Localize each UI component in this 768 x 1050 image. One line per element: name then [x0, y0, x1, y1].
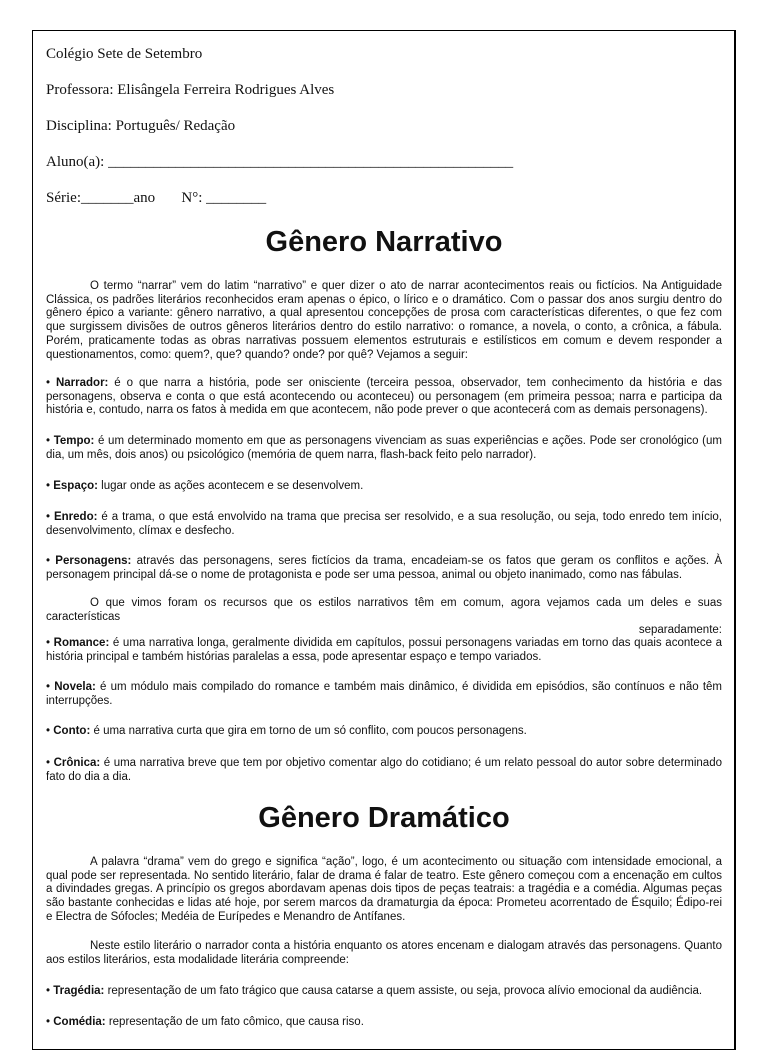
- bullet: •: [46, 480, 51, 492]
- bullet: •: [46, 725, 51, 737]
- bullet: •: [46, 757, 51, 769]
- style-desc: é uma narrativa longa, geralmente dividida em capítulos, possui personagens variadas em torno das quais acontece a história principal e também histórias paralelas a essa, pode apresentar espaço e tempo variados.: [46, 637, 722, 663]
- element-term: Enredo:: [53, 511, 98, 523]
- narrative-intro-text: O termo “narrar” vem do latim “narrativo” e quer dizer o ato de narrar acontecimentos reais ou fictícios. Na Antiguidade Clássica, os padrões literários reconhecidos eram apenas o épico, o lírico e o dramático. Com o passar dos anos surgiu dentro do gênero épico a variante: gênero narrativo, a qual apresentou concepções de prosa com características diferentes, o que fez com que surgissem divisões de outros gêneros literários dentro do estilo narrativo: o romance, a novela, o conto, a crônica, a fábula. Porém, praticamente todas as obras narrativas possuem elementos estruturais e estilísticos em comum e devem responder a questionamentos, como: quem?, que? quando? onde? por quê? Vejamos a seguir:: [46, 280, 722, 361]
- bullet: •: [46, 377, 51, 389]
- worksheet-header: [46, 44, 513, 224]
- style-conto: [46, 725, 722, 739]
- styles-transition: [46, 597, 722, 638]
- student-field: Aluno(a): ______________________________________________________: [46, 154, 514, 170]
- dramatic-genre-title: Gênero Dramático: [258, 802, 510, 834]
- element-tempo: [46, 435, 722, 462]
- narrative-genre-title: Gênero Narrativo: [265, 226, 503, 258]
- bullet: •: [46, 681, 51, 693]
- style-desc: representação de um fato trágico que causa catarse a quem assiste, ou seja, provoca alívio emocional da audiência.: [104, 985, 703, 997]
- element-term: Tempo:: [53, 435, 95, 447]
- style-desc: é uma narrativa curta que gira em torno de um só conflito, com poucos personagens.: [90, 725, 527, 737]
- style-term: Conto:: [53, 725, 91, 737]
- element-desc: através das personagens, seres fictícios da trama, encadeiam-se os fatos que geram os conflitos e ações. À personagem principal dá-se o nome de protagonista e pode ser uma pessoa, animal ou objeto inanimado, como nas fábulas.: [46, 555, 722, 581]
- bullet: •: [46, 637, 51, 649]
- bullet: •: [46, 435, 51, 447]
- style-desc: representação de um fato cômico, que causa riso.: [105, 1016, 364, 1028]
- bullet: •: [46, 555, 51, 567]
- style-comedia: [46, 1016, 722, 1030]
- grade-number-field: Série:_______ano N°: ________: [46, 190, 267, 206]
- transition-text: O que vimos foram os recursos que os estilos narrativos têm em comum, agora vejamos cada um deles e suas características: [46, 597, 722, 623]
- element-personagens: [46, 555, 722, 582]
- style-term: Tragédia:: [53, 985, 105, 997]
- dramatic-intro: [46, 856, 722, 925]
- element-desc: é a trama, o que está envolvido na trama que precisa ser resolvido, e a sua resolução, ou seja, todo enredo tem início, desenvolvimento, clímax e desfecho.: [46, 511, 722, 537]
- style-term: Romance:: [53, 637, 110, 649]
- teacher-name: Professora: Elisângela Ferreira Rodrigues Alves: [46, 82, 335, 98]
- element-desc: é um determinado momento em que as personagens vivenciam as suas experiências e ações. Pode ser cronológico (um dia, um mês, dois anos) ou psicológico (memória de quem narra, flash-back feito pelo narrador).: [46, 435, 722, 461]
- dramatic-para2-text: Neste estilo literário o narrador conta a história enquanto os atores encenam e dialogam através das personagens. Quanto aos estilos literários, esta modalidade literária compreende:: [46, 940, 722, 966]
- style-term: Novela:: [54, 681, 96, 693]
- element-term: Espaço:: [53, 480, 98, 492]
- narrative-intro: [46, 280, 722, 362]
- dramatic-para2: [46, 940, 722, 967]
- style-romance: [46, 637, 722, 664]
- style-cronica: [46, 757, 722, 784]
- school-name: Colégio Sete de Setembro: [46, 46, 203, 62]
- element-term: Narrador:: [55, 377, 109, 389]
- transition-end: separadamente:: [638, 624, 722, 637]
- element-desc: lugar onde as ações acontecem e se desenvolvem.: [97, 480, 364, 492]
- element-term: Personagens:: [55, 555, 132, 567]
- element-desc: é o que narra a história, pode ser onisciente (terceira pessoa, observador, tem conhecimento da história e das personagens, observa e conta o que está acontecendo ou aconteceu) ou personagem (em primeira pessoa; narra e participa da história e, contudo, narra os fatos à medida em que acontecem, não pode prever o que acontecerá com as demais personagens).: [46, 377, 722, 417]
- style-tragedia: [46, 985, 722, 999]
- bullet: •: [46, 511, 51, 523]
- element-espaco: [46, 480, 722, 494]
- subject-name: Disciplina: Português/ Redação: [46, 118, 236, 134]
- bullet: •: [46, 1016, 51, 1028]
- bullet: •: [46, 985, 51, 997]
- style-desc: é uma narrativa breve que tem por objetivo comentar algo do cotidiano; é um relato pessoal do autor sobre determinado fato do dia a dia.: [46, 757, 722, 783]
- style-term: Comédia:: [53, 1016, 106, 1028]
- style-term: Crônica:: [53, 757, 101, 769]
- style-novela: [46, 681, 722, 708]
- style-desc: é um módulo mais compilado do romance e também mais dinâmico, é dividida em episódios, são contínuos e não têm interrupções.: [46, 681, 722, 707]
- element-narrador: [46, 377, 722, 418]
- dramatic-intro-text: A palavra “drama” vem do grego e significa “ação”, logo, é um acontecimento ou situação com intensidade emocional, a qual pode ser representada. No sentido literário, falar de drama é falar de teatro. Este gênero começou com a encenação em cultos a divindades gregas. A princípio os gregos abordavam apenas dois tipos de peças teatrais: a tragédia e a comédia. Algumas peças são bastante conhecidas e lidas até hoje, por serem marcos da dramaturgia da época: Prometeu acorrentado de Ésquilo; Édipo-rei e Electra de Sófocles; Medéia de Eurípedes e Menandro de Antífanes.: [46, 856, 722, 923]
- element-enredo: [46, 511, 722, 538]
